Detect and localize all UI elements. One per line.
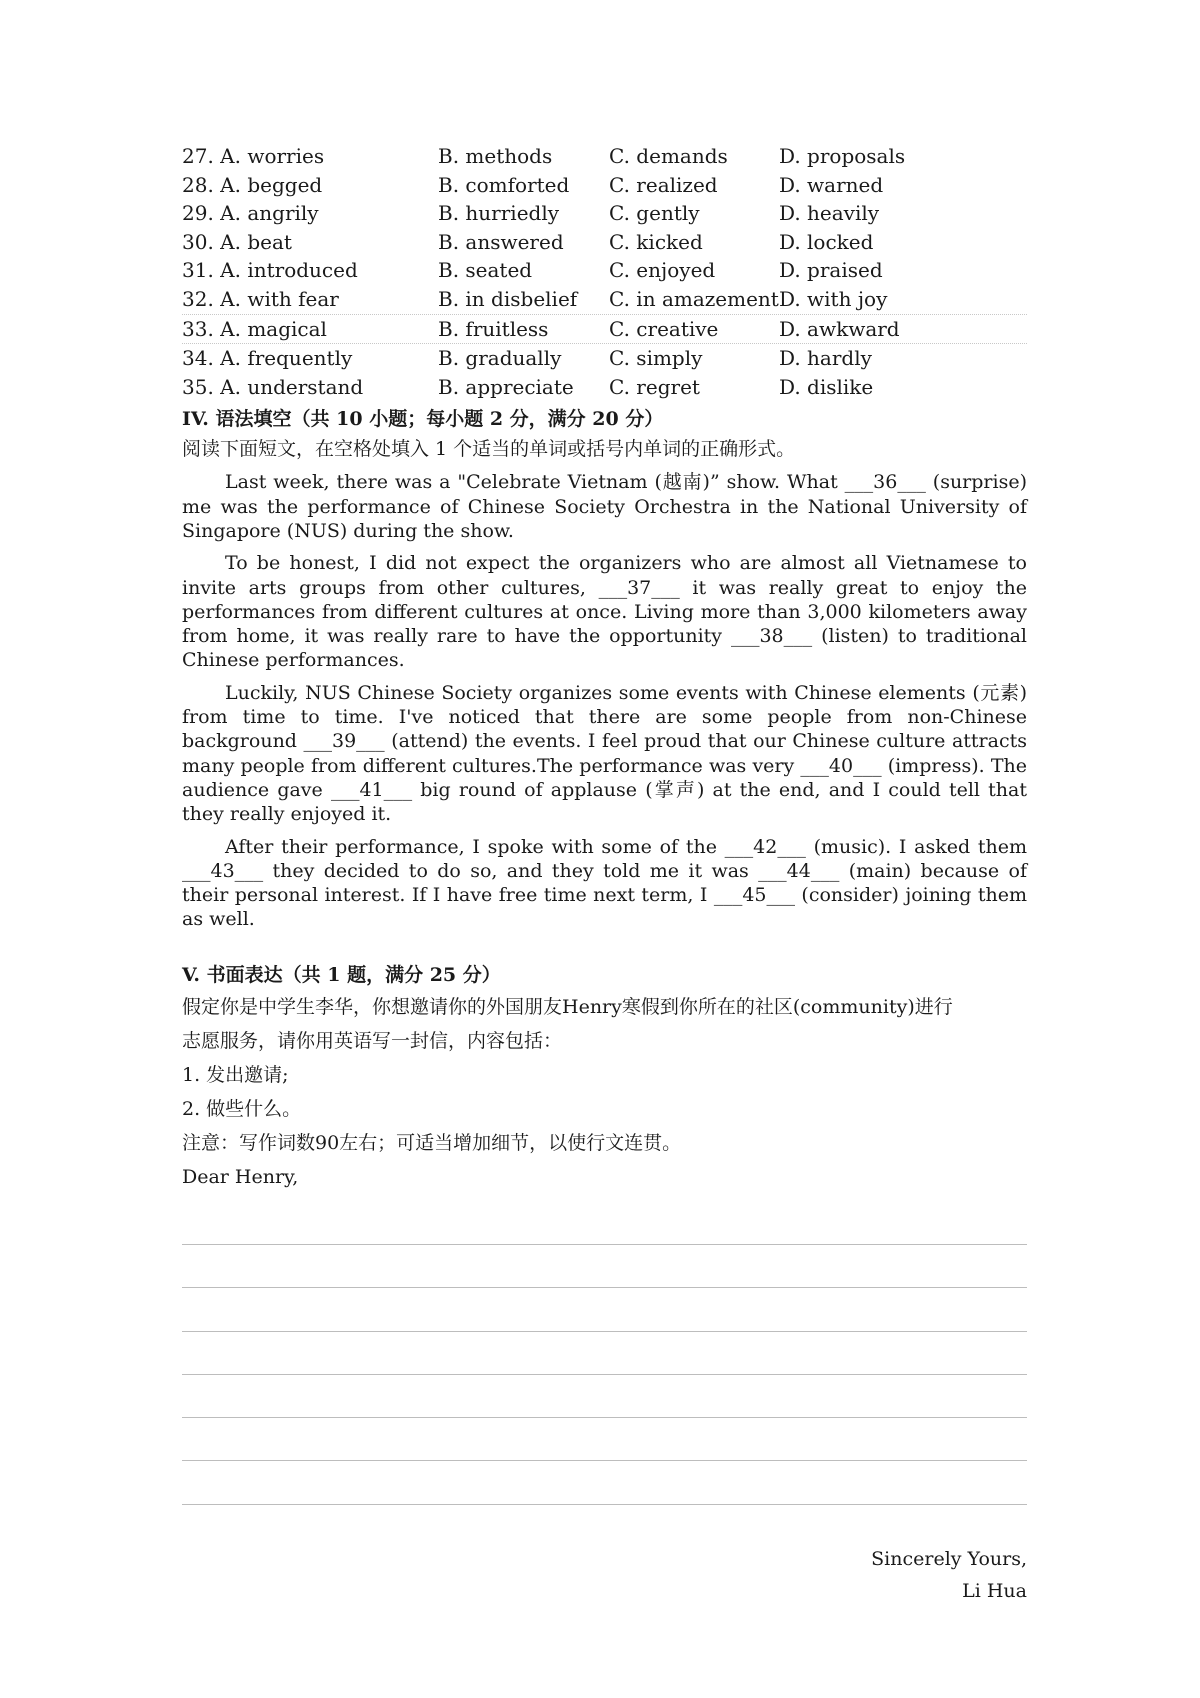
option-d: D. heavily bbox=[779, 201, 880, 226]
option-row bbox=[182, 199, 1027, 228]
option-c: C. realized bbox=[609, 172, 718, 197]
closing-phrase: Sincerely Yours, bbox=[871, 1547, 1027, 1570]
option-d: D. with joy bbox=[779, 286, 888, 311]
option-c: C. kicked bbox=[609, 229, 703, 254]
section-iv-heading: IV. 语法填空（共 10 小题；每小题 2 分，满分 20 分） bbox=[182, 408, 664, 431]
option-d: D. praised bbox=[779, 258, 883, 283]
option-c: C. creative bbox=[609, 316, 719, 341]
option-c: C. demands bbox=[609, 144, 728, 168]
option-c: C. simply bbox=[609, 346, 703, 371]
option-a: 32. A. with fear bbox=[182, 286, 339, 311]
answer-line[interactable] bbox=[182, 1332, 1027, 1375]
option-b: B. seated bbox=[438, 258, 533, 283]
answer-line[interactable] bbox=[182, 1245, 1027, 1288]
letter-closing bbox=[182, 1543, 1027, 1607]
option-a: 28. A. begged bbox=[182, 172, 323, 197]
writing-item-2: 2. 做些什么。 bbox=[182, 1097, 302, 1120]
option-row bbox=[182, 344, 1027, 373]
writing-prompt-line-1: 假定你是中学生李华，你想邀请你的外国朋友Henry寒假到你所在的社区(community)进行 bbox=[182, 995, 953, 1018]
option-row bbox=[182, 142, 1027, 171]
option-row bbox=[182, 228, 1027, 257]
option-b: B. in disbelief bbox=[438, 286, 578, 311]
option-d: D. hardly bbox=[779, 346, 872, 371]
option-a: 31. A. introduced bbox=[182, 258, 358, 283]
option-d: D. awkward bbox=[779, 316, 900, 341]
option-d: D. warned bbox=[779, 172, 884, 197]
writing-prompt-line-2: 志愿服务，请你用英语写一封信，内容包括： bbox=[182, 1029, 563, 1052]
passage-paragraph-1: Last week, there was a "Celebrate Vietnam (越南)” show. What ___36___ (surprise) me was the performance of Chinese Society Orchestra in the National University of Singapore (NUS) during the show. bbox=[182, 471, 1027, 542]
answer-line[interactable] bbox=[182, 1288, 1027, 1331]
option-a: 29. A. angrily bbox=[182, 201, 319, 226]
option-b: B. appreciate bbox=[438, 374, 574, 399]
exam-page bbox=[182, 142, 1027, 1607]
option-row bbox=[182, 256, 1027, 285]
choice-options-list bbox=[182, 142, 1027, 401]
answer-line[interactable] bbox=[182, 1461, 1027, 1504]
section-iv-instruction: 阅读下面短文，在空格处填入 1 个适当的单词或括号内单词的正确形式。 bbox=[182, 438, 796, 461]
option-d: D. proposals bbox=[779, 144, 906, 168]
option-b: B. fruitless bbox=[438, 316, 549, 341]
option-a: 34. A. frequently bbox=[182, 346, 353, 371]
option-b: B. comforted bbox=[438, 172, 570, 197]
signature: Li Hua bbox=[962, 1579, 1027, 1602]
option-a: 35. A. understand bbox=[182, 374, 364, 399]
passage-paragraph-4: After their performance, I spoke with some of the ___42___ (music). I asked them ___43___ they decided to do so, and they told me it was ___44___ (main) because of their personal interest. If I have free time next term, I ___45___ (consider) joining them as well. bbox=[182, 835, 1027, 931]
option-a: 33. A. magical bbox=[182, 316, 327, 341]
option-c: C. regret bbox=[609, 374, 700, 399]
answer-line[interactable] bbox=[182, 1375, 1027, 1418]
writing-item-1: 1. 发出邀请; bbox=[182, 1063, 289, 1086]
passage-paragraph-3: Luckily, NUS Chinese Society organizes some events with Chinese elements (元素) from time to time. I've noticed that there are some people from non-Chinese background ___39___ (attend) the events. I feel proud that our Chinese culture attracts many people from different cultures.The performance was very ___40___ (impress). The audience gave ___41___ big round of applause (掌声) at the end, and I could tell that they really enjoyed it. bbox=[182, 681, 1027, 826]
option-d: D. dislike bbox=[779, 374, 874, 399]
option-a: 30. A. beat bbox=[182, 229, 292, 254]
passage-paragraph-2: To be honest, I did not expect the organizers who are almost all Vietnamese to invite arts groups from other cultures, ___37___ it was really great to enjoy the performances from different cultures at once. Living more than 3,000 kilometers away from home, it was really rare to have the opportunity ___38___ (listen) to traditional Chinese performances. bbox=[182, 552, 1027, 672]
writing-section bbox=[182, 960, 1027, 1607]
answer-line[interactable] bbox=[182, 1202, 1027, 1245]
option-c: C. enjoyed bbox=[609, 258, 716, 283]
answer-line[interactable] bbox=[182, 1418, 1027, 1461]
option-c: C. in amazement bbox=[609, 286, 779, 311]
option-d: D. locked bbox=[779, 229, 874, 254]
answer-lines bbox=[182, 1202, 1027, 1505]
option-row bbox=[182, 171, 1027, 200]
writing-note: 注意：写作词数90左右；可适当增加细节，以使行文连贯。 bbox=[182, 1131, 682, 1154]
option-b: B. gradually bbox=[438, 346, 562, 371]
letter-salutation: Dear Henry, bbox=[182, 1165, 299, 1188]
section-v-heading: V. 书面表达（共 1 题，满分 25 分） bbox=[182, 963, 501, 986]
option-row bbox=[182, 315, 1027, 345]
option-b: B. answered bbox=[438, 229, 564, 254]
option-b: B. methods bbox=[438, 144, 553, 168]
option-a: 27. A. worries bbox=[182, 144, 325, 168]
option-c: C. gently bbox=[609, 201, 700, 226]
option-row bbox=[182, 285, 1027, 315]
option-b: B. hurriedly bbox=[438, 201, 560, 226]
option-row bbox=[182, 373, 1027, 402]
